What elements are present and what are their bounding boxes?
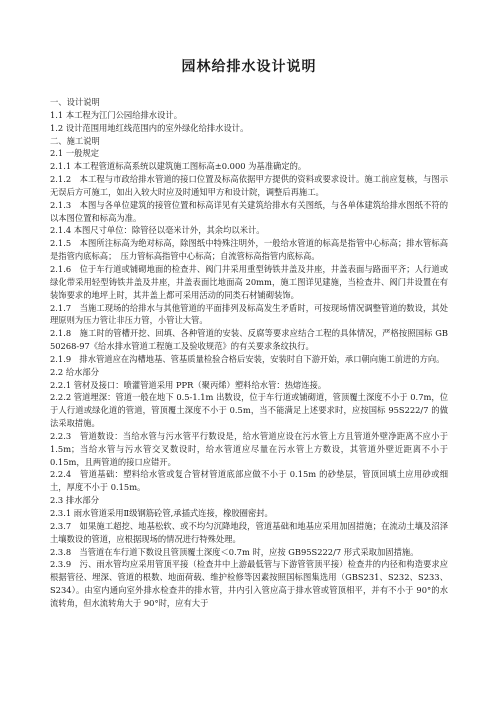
paragraph: 2.2.4 管道基础：塑料给水管或复合管材管道底部应做不小于 0.15m 的砂垫层，管顶回填土应用砂或细土，厚度不小于 0.15m。 — [50, 469, 448, 493]
paragraph: 2.1.1 本工程管道标高系统以建筑施工图标高±0.000 为基准确定的。 — [50, 161, 307, 172]
paragraph: 2.1.5 本图所注标高为绝对标高，除图纸中特殊注明外，一般给水管道的标高是指管中心标高；排水管标高是指管内底标高； 压力管标高指管中心标高；自流管标高指管内底标高。 — [50, 238, 448, 262]
paragraph: 1.2 设计范围用地红线范围内的室外绿化给排水设计。 — [50, 122, 249, 133]
paragraph: 2.2.3 管道数设：当给水管与污水管平行数设是，给水管道应设在污水管上方且管道外壁净距离不应小于 1.5m；当给水管与污水管交叉数设时，给水管道应尽量在污水管上方数设，其管道外壁近距离不小于 0.15m，且两管道的接口应错开。 — [50, 430, 448, 467]
paragraph: 2.3.1 雨水管道采用Ⅱ级钢筋砼管,承插式连接，橡胶圈密封。 — [50, 508, 273, 518]
paragraph: 1.1 本工程为江门公园给排水设计。 — [50, 109, 182, 120]
paragraph: 2.1.8 施工时的管槽开挖、回填、各种管道的安装、反腐等要求应结合工程的具体情况，严格按照国标 GB 50268-97《给水排水管道工程施工及验收规范》的有关要求条纹执行。 — [50, 328, 448, 352]
paragraph: 2.1.4 本图尺寸单位：除管径以毫米计外，其余均以米计。 — [50, 225, 265, 236]
paragraph: 2.3.7 如果施工超挖、地基松软、或不均匀沉降地段，管道基础和地基应采用加固措施；在流动土壤及沼泽土壤数设的管道，应根据现场的情况进行特殊处理。 — [50, 520, 448, 544]
subsection-heading: 2.1 一般规定 — [50, 148, 100, 159]
subsection-heading: 2.2 给水部分 — [50, 366, 100, 377]
paragraph: 2.2.1 管材及接口：喷灌管道采用 PPR（聚丙烯）塑料给水管：热熔连接。 — [50, 379, 327, 390]
subsection-heading: 2.3 排水部分 — [50, 495, 100, 506]
paragraph: 2.1.3 本图与各单位建筑的接管位置和标高详见有关建筑给排水有关图纸，与各单体建筑给排水图纸不符的以本图位置和标高为准。 — [50, 199, 448, 223]
paragraph: 2.1.7 当施工现场的给排水与其他管道的平面排列及标高发生矛盾时，可按现场情况调整管道的数设，其处理原则为压力管让非压力管，小管让大管。 — [50, 302, 448, 326]
paragraph: 2.2.2 管道埋深：管道一般在地下 0.5-1.1m 出数设，位于车行道或铺砌道，管顶覆土深度不小于 0.7m，位于人行道或绿化道的管道，管顶覆土深度不小于 0.5m，当不能满足上述要求时，应按国标 95S222/7 的做法采取措施。 — [50, 392, 448, 429]
paragraph: 2.1.6 位于车行道或铺砌地面的检查井、阀门井采用重型铸铁井盖及井座，井盖表面与路面平齐；人行道或绿化带采用轻型铸铁井盖及井座，井盖表面比地面高 20mm，施工图详见建施，当检查井、阀门井设置在有装饰要求的地坪上时，其井盖上都可采用活动的同类石材铺砌装饰。 — [50, 263, 448, 300]
paragraph: 2.1.9 排水管道应在沟槽地基、管基质量检验合格后安装，安装时自下游开始，承口朝向施工前进的方向。 — [50, 353, 445, 364]
document-body — [50, 96, 448, 610]
section-heading: 一、设计说明 — [50, 97, 100, 107]
document-title: 园林给排水设计说明 — [181, 59, 317, 75]
paragraph: 2.1.2 本工程与市政给排水管道的接口位置及标高依据甲方提供的资料或要求设计。施工前应复核，与图示无误后方可施工，如出入较大时应及时通知甲方和设计院，调整后再施工。 — [50, 174, 448, 197]
section-heading: 二、施工说明 — [50, 135, 100, 146]
paragraph: 2.3.8 当管道在车行道下数设且管顶覆土深度＜0.7m 时，应按 GB95S222/7 形式采取加固措施。 — [50, 546, 419, 557]
paragraph: 2.3.9 污、雨水管均应采用管顶平接（检查井中上游最低管与下游管管顶平接）检查井的内径和构造要求应根据管径、埋深、管道的根数、地面荷载、维护检修等因素按照国标图集选用（GBS231、S232、S233、S234）。由室内通向室外排水检查井的排水管，井内引入管应高于排水管或管顶相平，并有不小于 90°的水流转角，但水流转角大于 90°时，应有大于 — [50, 559, 448, 608]
